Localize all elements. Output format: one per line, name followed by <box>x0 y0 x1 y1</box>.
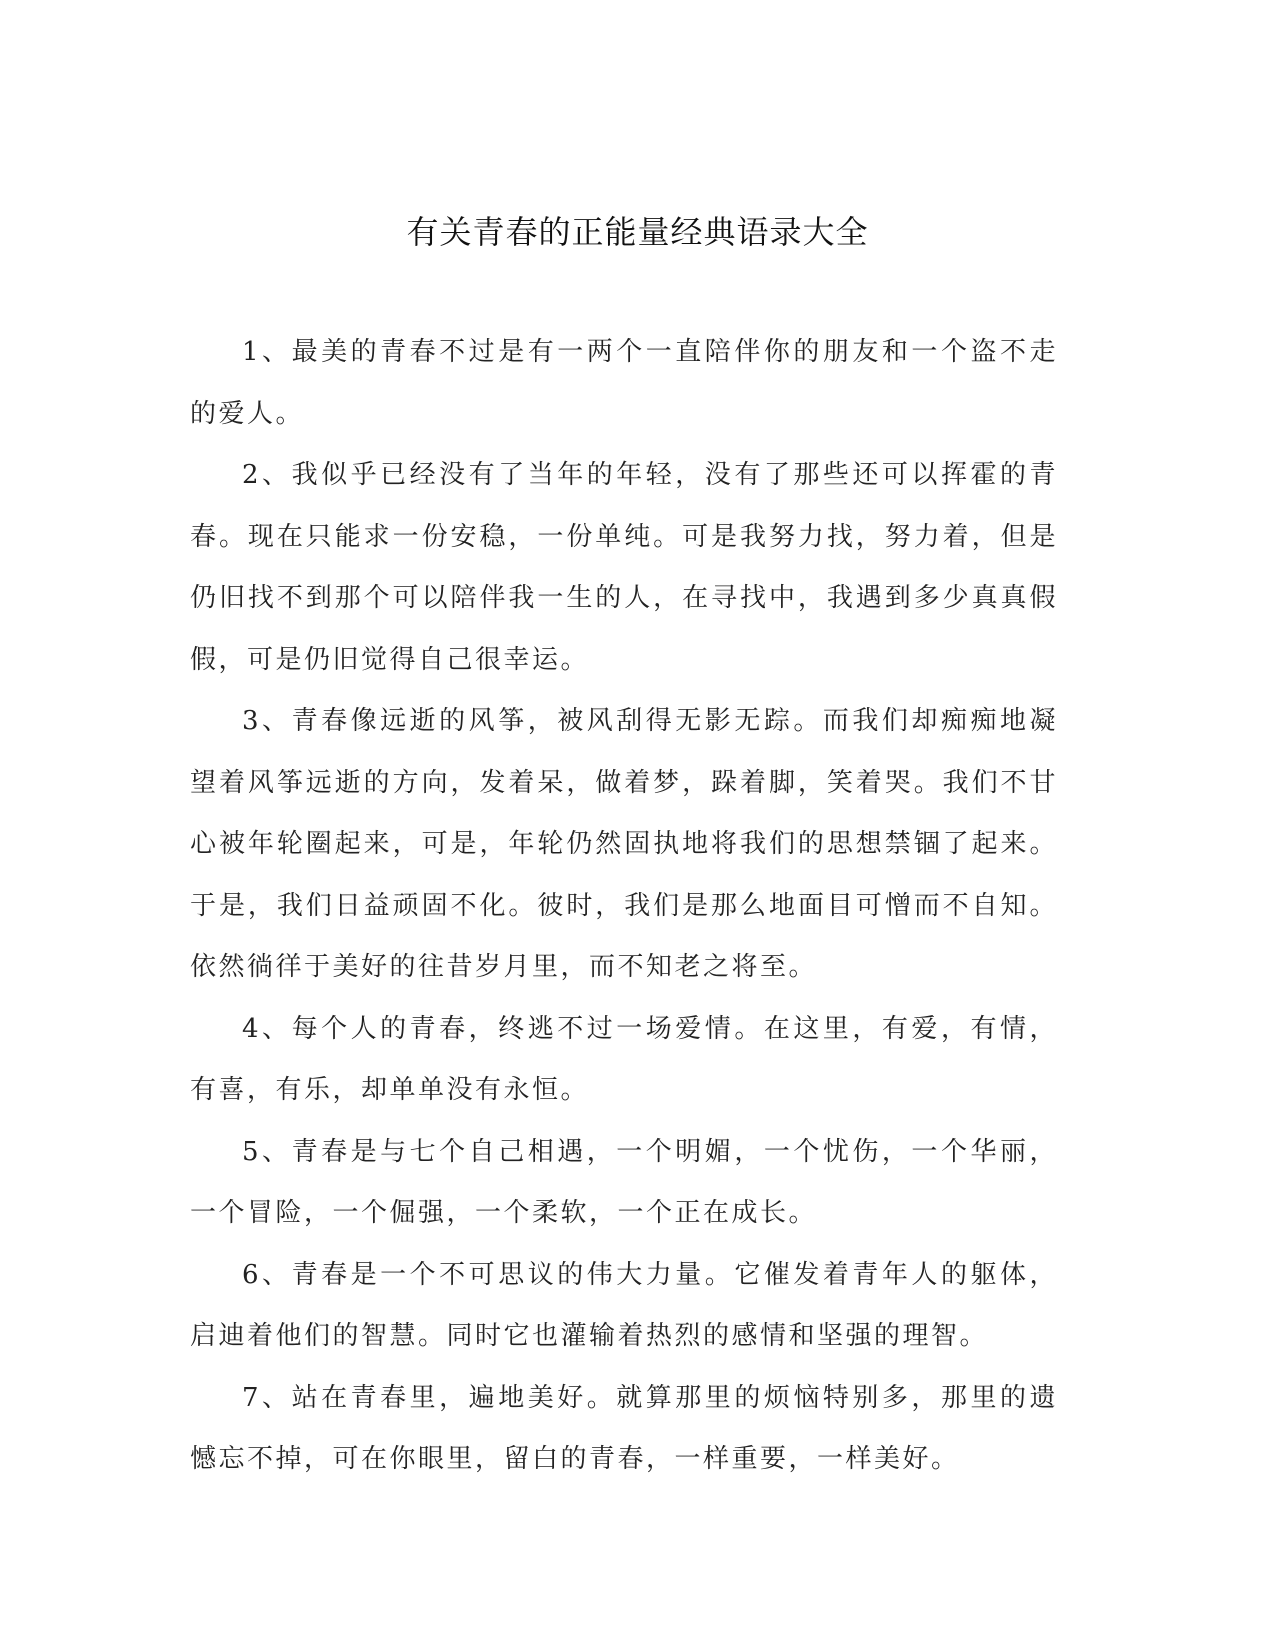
paragraph-1: 1、最美的青春不过是有一两个一直陪伴你的朋友和一个盗不走的爱人。 <box>190 337 1058 429</box>
paragraph-5: 5、青春是与七个自己相遇，一个明媚，一个忧伤，一个华丽，一个冒险，一个倔强，一个柔软，一个正在成长。 <box>190 1136 1058 1228</box>
paragraph-2: 2、我似乎已经没有了当年的年轻，没有了那些还可以挥霍的青春。现在只能求一份安稳，一份单纯。可是我努力找，努力着，但是仍旧找不到那个可以陪伴我一生的人，在寻找中，我遇到多少真真假假，可是仍旧觉得自己很幸运。 <box>190 460 1058 675</box>
paragraph-3: 3、青春像远逝的风筝，被风刮得无影无踪。而我们却痴痴地凝望着风筝远逝的方向，发着呆，做着梦，跺着脚，笑着哭。我们不甘心被年轮圈起来，可是，年轮仍然固执地将我们的思想禁锢了起来。于是，我们日益顽固不化。彼时，我们是那么地面目可憎而不自知。依然徜徉于美好的往昔岁月里，而不知老之将至。 <box>190 706 1058 982</box>
paragraph-7: 7、站在青春里，遍地美好。就算那里的烦恼特别多，那里的遗憾忘不掉，可在你眼里，留白的青春，一样重要，一样美好。 <box>190 1382 1058 1474</box>
paragraph-4: 4、每个人的青春，终逃不过一场爱情。在这里，有爱，有情，有喜，有乐，却单单没有永恒。 <box>190 1013 1058 1105</box>
document-body <box>190 322 1058 1491</box>
document-title: 有关青春的正能量经典语录大全 <box>406 213 869 251</box>
paragraph-6: 6、青春是一个不可思议的伟大力量。它催发着青年人的躯体，启迪着他们的智慧。同时它也灌输着热烈的感情和坚强的理智。 <box>190 1259 1058 1351</box>
